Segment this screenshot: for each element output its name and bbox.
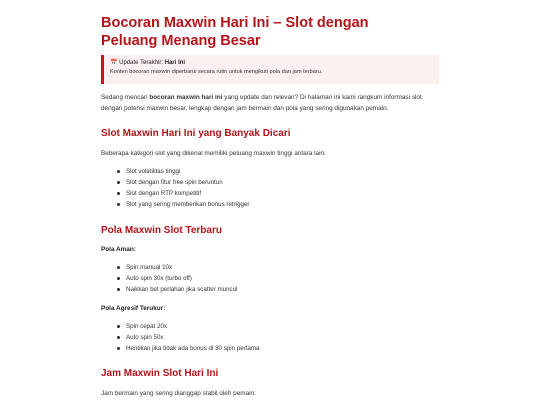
- list-item: Slot dengan fitur free spin beruntun: [117, 177, 249, 188]
- update-notice: [101, 55, 439, 84]
- intro-keyword: bocoran maxwin hari ini: [149, 94, 223, 101]
- list-item: Slot dengan RTP kompetitif: [117, 188, 249, 199]
- section-heading-jam-maxwin: Jam Maxwin Slot Hari Ini: [101, 368, 219, 379]
- list-item: Naikkan bet perlahan jika scatter muncul: [117, 284, 237, 295]
- section-paragraph-slot-maxwin: Beberapa kategori slot yang dikenal memiliki peluang maxwin tinggi antara lain:: [101, 150, 326, 157]
- update-notice-text: Konten bocoran maxwin diperbarui secara rutin untuk mengikuti pola dan jam terbaru.: [110, 69, 323, 75]
- pola-aman-list: [117, 262, 237, 295]
- list-item: Slot yang sering memberikan bonus retrigger: [117, 199, 249, 210]
- list-item: Spin cepat 20x: [117, 321, 259, 332]
- pola-agresif-label: Pola Agresif Terukur:: [101, 305, 166, 312]
- update-notice-header: [110, 59, 439, 68]
- pola-aman-label: Pola Aman:: [101, 246, 136, 253]
- section-heading-pola-maxwin: Pola Maxwin Slot Terbaru: [101, 225, 222, 236]
- list-item: Slot volatilitas tinggi: [117, 166, 249, 177]
- slot-category-list: [117, 166, 249, 210]
- intro-paragraph: [101, 92, 431, 114]
- update-value: Hari Ini: [164, 60, 186, 66]
- pola-agresif-list: [117, 321, 259, 354]
- section-heading-slot-maxwin: Slot Maxwin Hari Ini yang Banyak Dicari: [101, 128, 291, 139]
- page-title: Bocoran Maxwin Hari Ini – Slot dengan Peluang Menang Besar: [101, 15, 369, 49]
- calendar-icon: 📅: [110, 60, 118, 66]
- update-label: Update Terakhir:: [119, 60, 165, 66]
- section-paragraph-jam-maxwin: Jam bermain yang sering dianggap stabil oleh pemain:: [101, 390, 256, 397]
- list-item: Hentikan jika tidak ada bonus di 30 spin pertama: [117, 343, 259, 354]
- list-item: Spin manual 10x: [117, 262, 237, 273]
- list-item: Auto spin 50x: [117, 332, 259, 343]
- intro-text-end: yang update dan relevan? Di halaman ini kami rangkum informasi slot dengan potensi maxwin besar, lengkap dengan jam bermain dan pola yang sering digunakan pemain.: [101, 94, 422, 112]
- intro-text-start: Sedang mencari: [101, 94, 150, 101]
- list-item: Auto spin 30x (turbo off): [117, 273, 237, 284]
